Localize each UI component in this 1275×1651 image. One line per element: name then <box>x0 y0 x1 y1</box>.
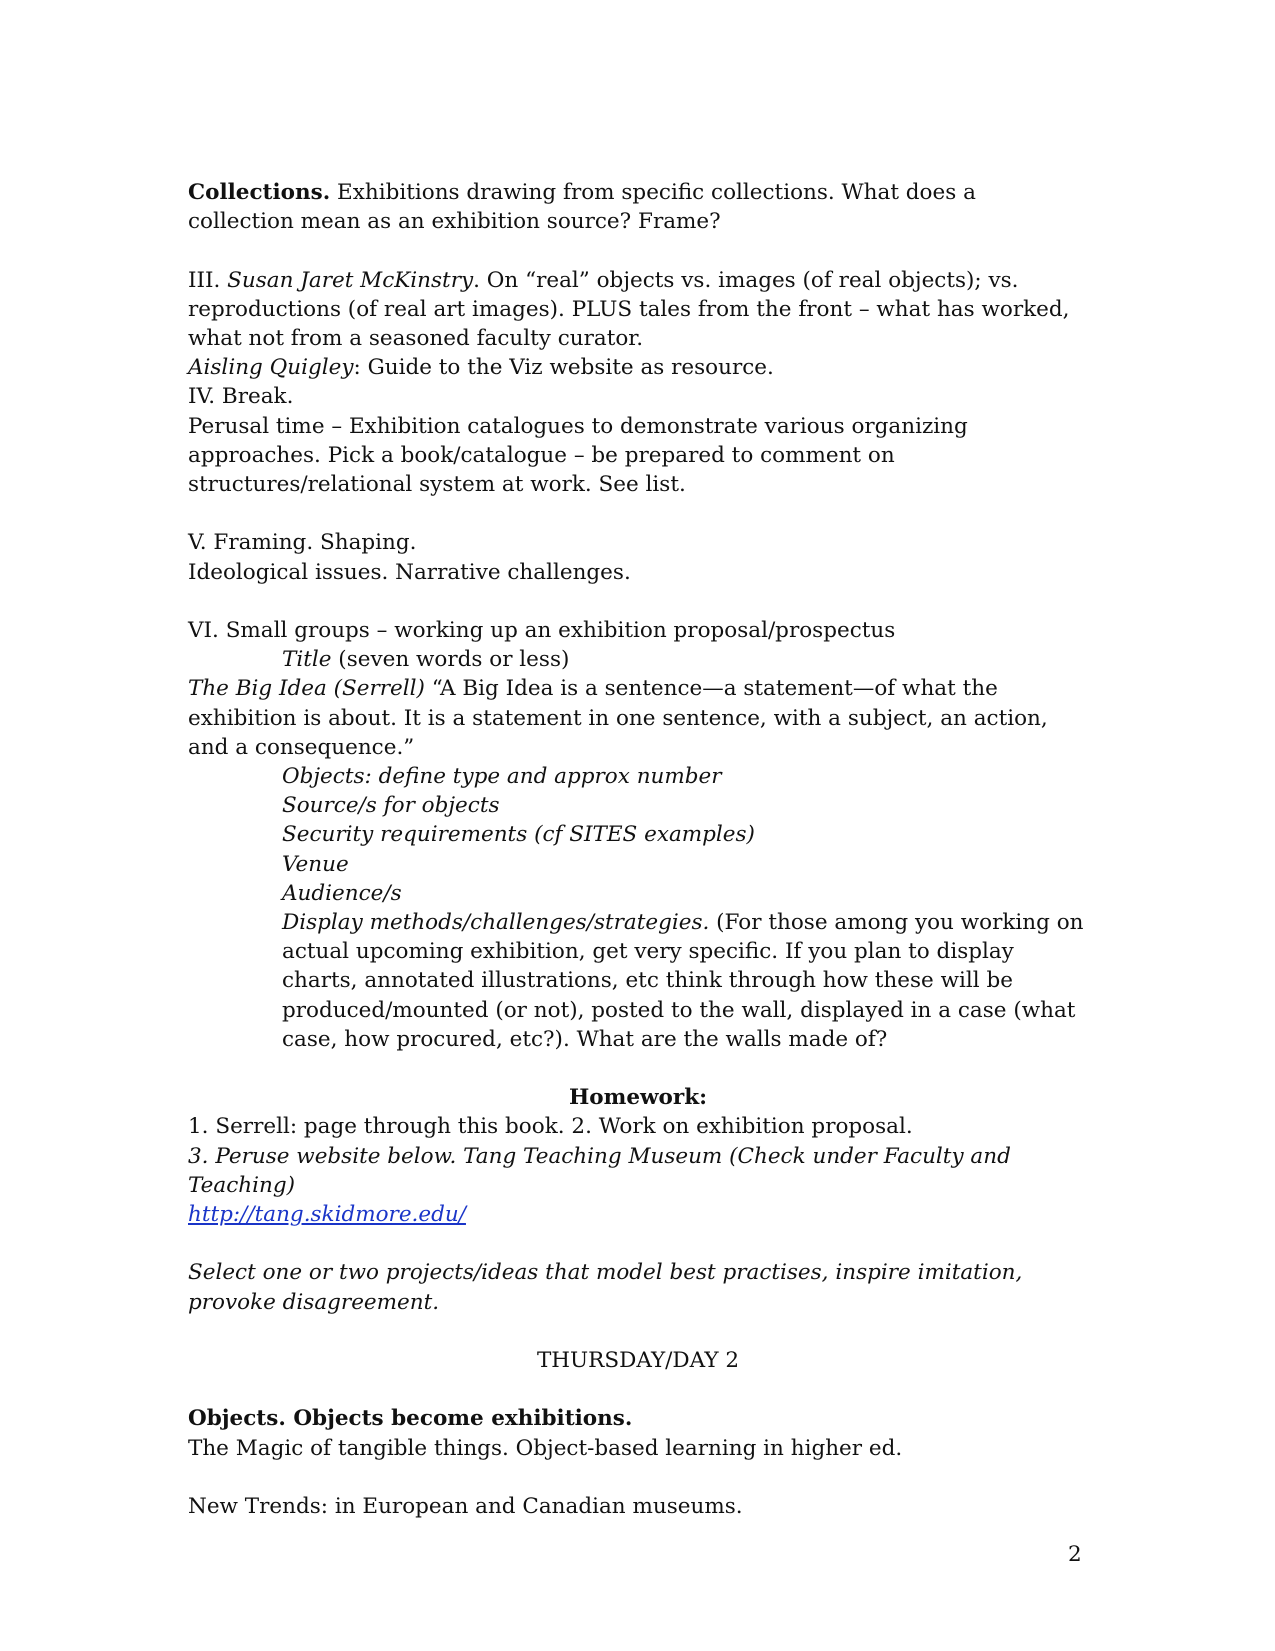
collections-paragraph <box>188 178 1088 236</box>
section-3-text: . On “real” objects vs. images (of real objects); vs. reproductions (of real art images). PLUS tales from the front – what has worked, what not from a seasoned faculty curator. <box>188 267 1070 351</box>
proposal-item: Objects: define type and approx number <box>282 764 722 790</box>
section-5-title: V. Framing. Shaping. <box>188 530 417 556</box>
display-methods-item <box>188 908 1088 1054</box>
big-idea-label: The Big Idea (Serrell) <box>188 676 425 702</box>
homework-link-line <box>188 1200 1088 1229</box>
big-idea-paragraph <box>188 674 1088 762</box>
display-methods-label: Display methods/challenges/strategies. <box>282 910 710 936</box>
homework-select-text: Select one or two projects/ideas that model best practises, inspire imitation, provoke disagreement. <box>188 1260 1023 1315</box>
display-methods-text: (For those among you working on actual upcoming exhibition, get very specific. If you plan to display charts, annotated illustrations, etc think through how these will be produced/mounted (or not), posted to the wall, displayed in a case (what case, how procured, etc?). What are the walls made of? <box>282 910 1084 1052</box>
guide-text: : Guide to the Viz website as resource. <box>353 355 774 381</box>
proposal-item: Audience/s <box>282 880 402 906</box>
day-2-heading: THURSDAY/DAY 2 <box>536 1348 740 1374</box>
objects-heading: Objects. Objects become exhibitions. <box>188 1406 633 1432</box>
homework-line-2: 3. Peruse website below. Tang Teaching Museum (Check under Faculty and Teaching) <box>188 1143 1011 1198</box>
proposal-item: Source/s for objects <box>282 793 500 819</box>
section-3-paragraph <box>188 266 1088 354</box>
proposal-item: Venue <box>282 851 349 877</box>
section-5-text: Ideological issues. Narrative challenges. <box>188 559 631 585</box>
trends-text: New Trends: in European and Canadian museums. <box>188 1494 743 1520</box>
homework-heading: Homework: <box>568 1085 708 1111</box>
collections-text: Exhibitions drawing from specific collections. What does a collection mean as an exhibition source? Frame? <box>188 180 976 235</box>
section-3-number: III. <box>188 267 228 293</box>
section-4-title: IV. Break. <box>188 384 294 410</box>
section-4-text: Perusal time – Exhibition catalogues to demonstrate various organizing approaches. Pick a book/catalogue – be prepared to comment on structures/relational system at work. See list. <box>188 413 968 498</box>
speaker-name: Susan Jaret McKinstry <box>227 267 474 293</box>
title-item-label: Title <box>282 647 332 673</box>
guide-line <box>188 353 1088 382</box>
proposal-title-item <box>188 645 1088 674</box>
homework-line-1: 1. Serrell: page through this book. 2. Work on exhibition proposal. <box>188 1114 913 1140</box>
tang-museum-link[interactable]: http://tang.skidmore.edu/ <box>188 1202 466 1228</box>
collections-heading: Collections. <box>188 180 331 205</box>
proposal-item: Security requirements (cf SITES examples) <box>282 822 755 848</box>
big-idea-text: “A Big Idea is a sentence—a statement—of what the exhibition is about. It is a statement in one sentence, with a subject, an action, and a consequence.” <box>188 676 1048 760</box>
title-item-text: (seven words or less) <box>331 647 570 673</box>
magic-text: The Magic of tangible things. Object-based learning in higher ed. <box>188 1435 903 1461</box>
document-body <box>188 178 1088 1521</box>
page-number: 2 <box>1068 1542 1082 1567</box>
section-6-title: VI. Small groups – working up an exhibition proposal/prospectus <box>188 618 896 643</box>
guide-speaker-name: Aisling Quigley <box>188 355 354 381</box>
